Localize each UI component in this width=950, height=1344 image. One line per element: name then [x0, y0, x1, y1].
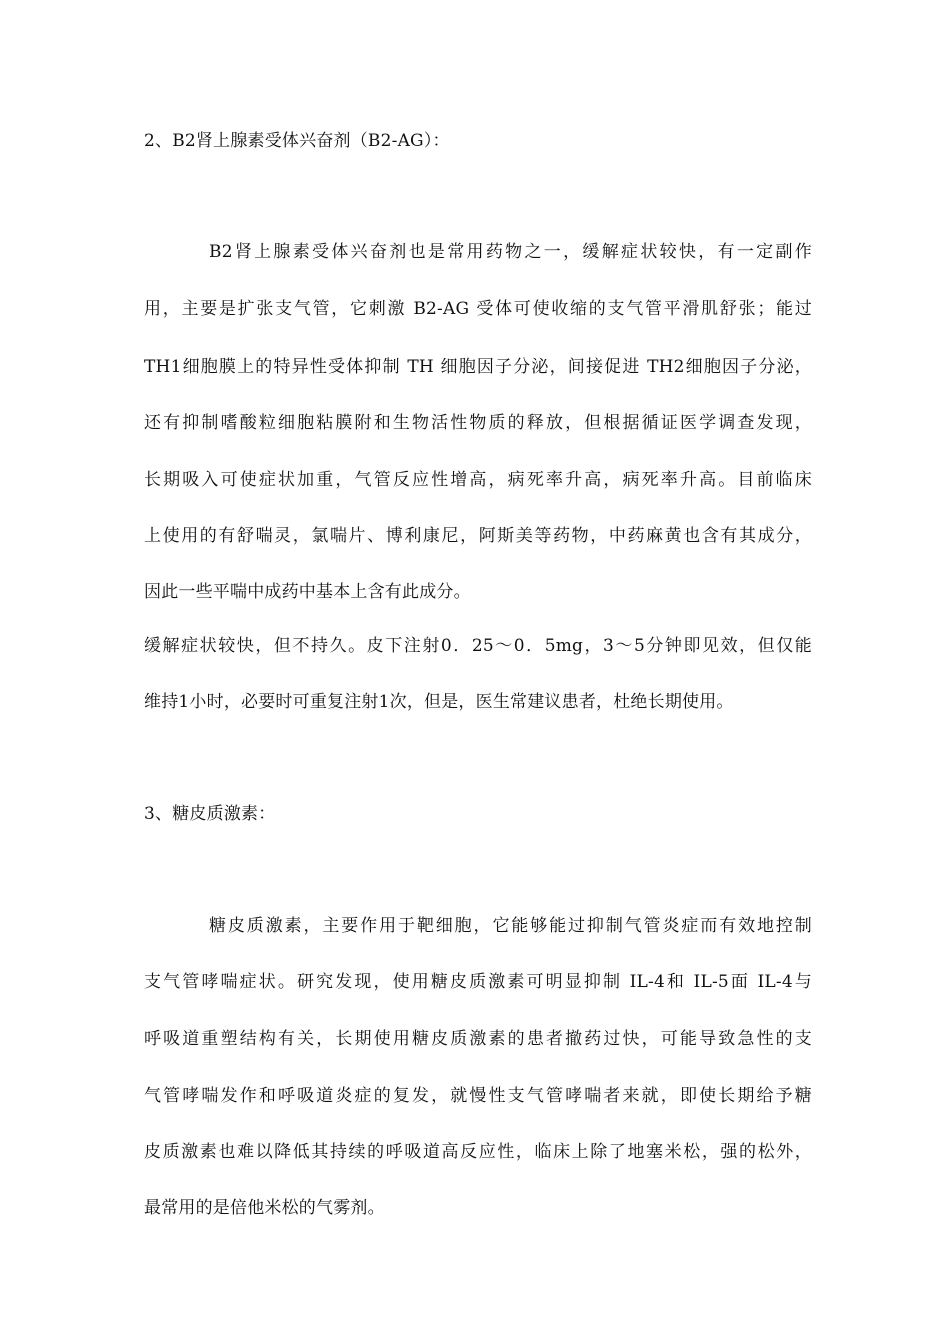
section-2-paragraph-1-line-4: 还有抑制嗜酸粒细胞粘膜附和生物活性物质的释放，但根据循证医学调查发现，	[144, 413, 812, 433]
section-2-paragraph-2-line-1: 缓解症状较快，但不持久。皮下注射0．25～0．5mg，3～5分钟即见效，但仅能	[144, 636, 812, 656]
section-3-paragraph-1-line-1: 糖皮质激素，主要作用于靶细胞，它能够能过抑制气管炎症而有效地控制	[209, 916, 812, 936]
section-2-paragraph-1-line-6: 上使用的有舒喘灵，氯喘片、博利康尼，阿斯美等药物，中药麻黄也含有其成分，	[144, 526, 812, 546]
section-3-paragraph-1-line-5: 皮质激素也难以降低其持续的呼吸道高反应性，临床上除了地塞米松，强的松外，	[144, 1142, 812, 1162]
section-3-paragraph-1-line-2: 支气管哮喘症状。研究发现，使用糖皮质激素可明显抑制 IL-4和 IL-5面 IL-4与	[144, 972, 812, 992]
section-2-heading: 2、B2肾上腺素受体兴奋剂（B2-AG）：	[144, 131, 450, 151]
section-3-paragraph-1-line-3: 呼吸道重塑结构有关，长期使用糖皮质激素的患者撤药过快，可能导致急性的支	[144, 1029, 812, 1049]
section-3-heading: 3、糖皮质激素：	[144, 804, 276, 824]
section-2-paragraph-2-line-2: 维持1小时，必要时可重复注射1次，但是，医生常建议患者，杜绝长期使用。	[144, 692, 734, 712]
section-3-paragraph-1-line-4: 气管哮喘发作和呼吸道炎症的复发，就慢性支气管哮喘者来就，即使长期给予糖	[144, 1086, 812, 1106]
section-2-paragraph-1-line-3: TH1细胞膜上的特异性受体抑制 TH 细胞因子分泌，间接促进 TH2细胞因子分泌，	[144, 357, 812, 377]
section-2-paragraph-1-line-1: B2肾上腺素受体兴奋剂也是常用药物之一，缓解症状较快，有一定副作	[209, 242, 812, 262]
section-3-paragraph-1-line-6: 最常用的是倍他米松的气雾剂。	[144, 1198, 385, 1218]
section-2-paragraph-1-line-5: 长期吸入可使症状加重，气管反应性增高，病死率升高，病死率升高。目前临床	[144, 470, 812, 490]
section-2-paragraph-1-line-2: 用，主要是扩张支气管，它刺激 B2-AG 受体可使收缩的支气管平滑肌舒张；能过	[144, 299, 812, 319]
section-2-paragraph-1-line-7: 因此一些平喘中成药中基本上含有此成分。	[144, 582, 471, 602]
